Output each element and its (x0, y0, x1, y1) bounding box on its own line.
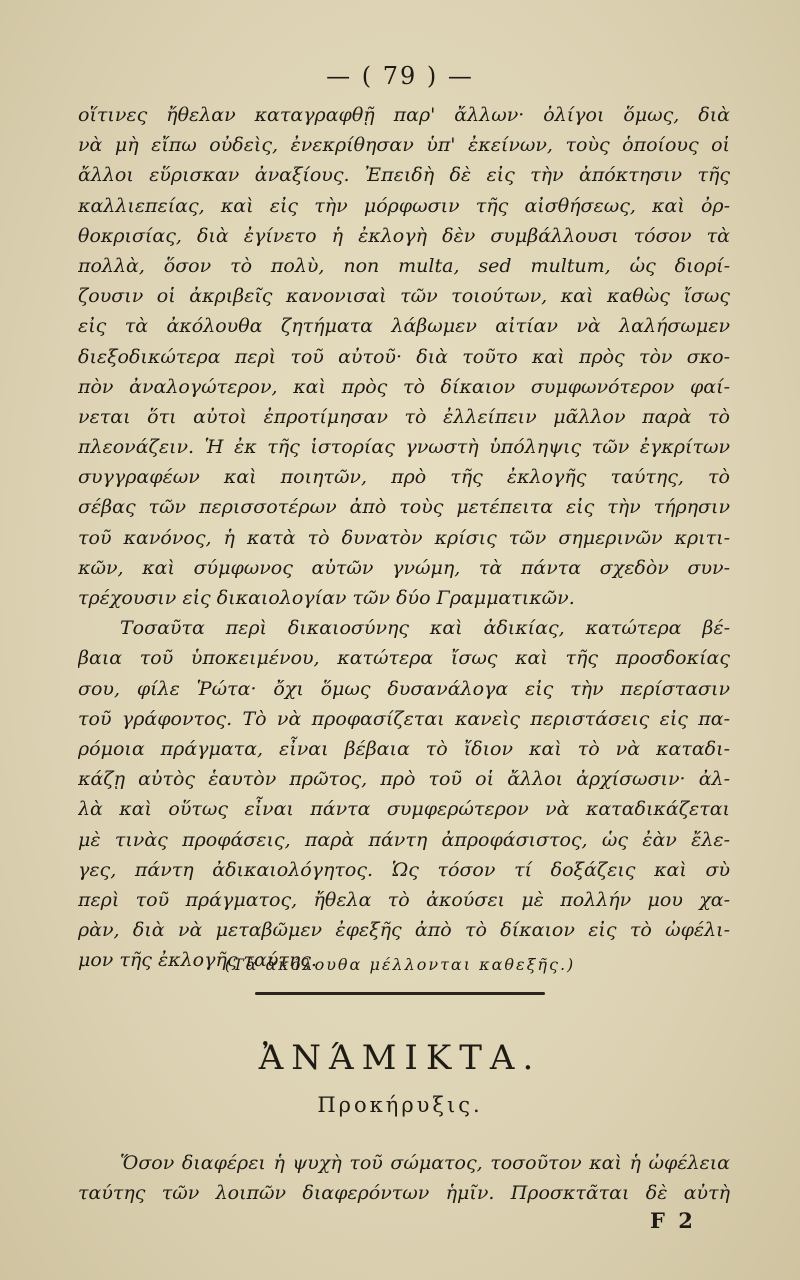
text-line: τοῦ κανόνος, ἡ κατὰ τὸ δυνατὸν κρίσις τῶν σημερινῶν κριτι- (78, 526, 730, 549)
section-divider (255, 992, 545, 995)
text-line: νεται ὅτι αὐτοὶ ἐπροτίμησαν τὸ ἐλλείπειν μᾶλλον παρὰ τὸ (78, 405, 730, 428)
text-line: περὶ τοῦ πράγματος, ἤθελα τὸ ἀκούσει μὲ πολλήν μου χα- (78, 888, 730, 911)
text-line: βαια τοῦ ὑποκειμένου, κατώτερα ἴσως καὶ τῆς προσδοκίας (78, 647, 730, 670)
text-line: κάζῃ αὐτὸς ἑαυτὸν πρῶτος, πρὸ τοῦ οἱ ἄλλοι ἀρχίσωσιν· ἀλ- (78, 768, 730, 791)
text-line: οἵτινες ἤθελαν καταγραφθῇ παρ' ἄλλων· ὀλίγοι ὅμως, διὰ (78, 104, 730, 126)
text-line: τρέχουσιν εἰς δικαιολογίαν τῶν δύο Γραμματικῶν. (78, 587, 575, 609)
text-line: ρὰν, διὰ νὰ μεταβῶμεν ἐφεξῆς ἀπὸ τὸ δίκαιον εἰς τὸ ὠφέλι- (78, 919, 730, 942)
text-line: ἄλλοι εὕρισκαν ἀναξίους. Ἐπειδὴ δὲ εἰς τὴν ἀπόκτησιν τῆς (78, 164, 730, 187)
signature-mark: F 2 (650, 1208, 696, 1233)
text-line: μον τῆς ἐκλογῆς ταύτης. (78, 949, 317, 972)
main-text-block (78, 100, 730, 975)
text-line: σου, φίλε Ῥώτα· ὄχι ὅμως δυσανάλογα εἰς τὴν περίστασιν (78, 677, 730, 700)
text-line: Ὅσον διαφέρει ἡ ψυχὴ τοῦ σώματος, τοσοῦτον καὶ ἡ ὠφέλεια (120, 1152, 730, 1174)
text-line: ρόμοια πράγματα, εἶναι βέβαια τὸ ἴδιον καὶ τὸ νὰ καταδι- (78, 737, 730, 760)
section-title: ἈΝΆΜΙΚΤΑ. (258, 1038, 542, 1078)
page-number: — ( 79 ) — (326, 62, 474, 90)
text-line: πὸν ἀναλογώτερον, καὶ πρὸς τὸ δίκαιον συμφωνότερον φαί- (78, 375, 730, 398)
text-line: θοκρισίας, διὰ ἐγίνετο ἡ ἐκλογὴ δὲν συμβάλλουσι τόσον τὰ (78, 224, 730, 247)
text-line: λὰ καὶ οὕτως εἶναι πάντα συμφερώτερον νὰ καταδικάζεται (78, 798, 730, 821)
text-line: τοῦ γράφοντος. Τὸ νὰ προφασίζεται κανεὶς περιστάσεις εἰς πα- (78, 707, 730, 730)
text-line: συγγραφέων καὶ ποιητῶν, πρὸ τῆς ἐκλογῆς ταύτης, τὸ (78, 466, 730, 489)
text-line: καλλιεπείας, καὶ εἰς τὴν μόρφωσιν τῆς αἰσθήσεως, καὶ ὀρ- (78, 194, 730, 217)
text-line: νὰ μὴ εἴπω οὐδεὶς, ἐνεκρίθησαν ὑπ' ἐκείνων, τοὺς ὁποίους οἱ (78, 134, 730, 157)
text-line: μὲ τινὰς προφάσεις, παρὰ πάντη ἀπροφάσιστος, ὡς ἐὰν ἔλε- (78, 828, 730, 851)
text-line: διεξοδικώτερα περὶ τοῦ αὐτοῦ· διὰ τοῦτο καὶ πρὸς τὸν σκο- (78, 345, 730, 368)
text-line: σέβας τῶν περισσοτέρων ἀπὸ τοὺς μετέπειτα εἰς τὴν τήρησιν (78, 496, 730, 519)
continued-note: (Τὰ ἀκόλουθα μέλλονται καθεξῆς.) (224, 955, 576, 974)
text-line: κῶν, καὶ σύμφωνος αὐτῶν γνώμη, τὰ πάντα σχεδὸν συν- (78, 556, 730, 579)
text-line: Τοσαῦτα περὶ δικαιοσύνης καὶ ἀδικίας, κατώτερα βέ- (120, 617, 730, 640)
text-line: ταύτης τῶν λοιπῶν διαφερόντων ἡμῖν. Προσκτᾶται δὲ αὐτὴ (78, 1182, 730, 1205)
section-subtitle: Προκήρυξις. (317, 1093, 483, 1117)
text-line: πολλὰ, ὅσον τὸ πολὺ, non multa, sed multum, ὡς διορί- (78, 254, 730, 277)
text-line: γες, πάντη ἀδικαιολόγητος. Ὡς τόσον τί δοξάζεις καὶ σὺ (78, 858, 730, 881)
text-line: πλεονάζειν. Ἡ ἐκ τῆς ἱστορίας γνωστὴ ὑπόληψις τῶν ἐγκρίτων (78, 436, 730, 459)
text-line: ζουσιν οἱ ἀκριβεῖς κανονισαὶ τῶν τοιούτων, καὶ καθὼς ἴσως (78, 285, 730, 308)
text-line: εἰς τὰ ἀκόλουθα ζητήματα λάβωμεν αἰτίαν νὰ λαλήσωμεν (78, 315, 730, 338)
section-text-block (78, 1148, 730, 1208)
